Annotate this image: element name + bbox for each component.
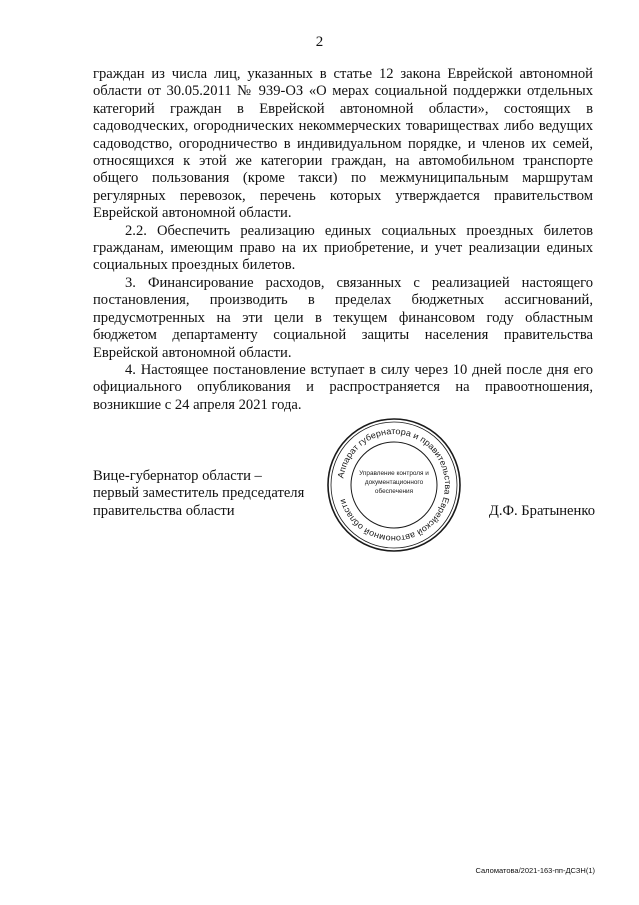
paragraph-continuation: граждан из числа лиц, указанных в статье 12 закона Еврейской автономной области от 30.05.2011 № 939-ОЗ «О мерах социальной поддержки отдельных категорий граждан в Еврейской автономной области», состоящих в садоводческих, огороднических некоммерческих товариществах либо ведущих садоводство, огородничество в индивидуальном порядке, и членов их семей, относящихся к этой же категории граждан, на автомобильном транспорте общего пользования (кроме такси) по межмуниципальным маршрутам регулярных перевозок, перечень которых утверждается правительством Еврейской автономной области. [93, 66, 593, 222]
stamp-seal-graphic [326, 417, 462, 553]
signatory-position-line-1: Вице-губернатор области – [93, 468, 262, 484]
paragraph-4: 4. Настоящее постановление вступает в силу через 10 дней после дня его официального опубликования и распространяется на правоотношения, возникшие с 24 апреля 2021 года. [93, 361, 593, 413]
document-body [93, 66, 593, 414]
paragraph-2-2: 2.2. Обеспечить реализацию единых социальных проездных билетов гражданам, имеющим право на их приобретение, и учет реализации единых социальных проездных билетов. [93, 222, 593, 274]
official-stamp [326, 417, 462, 553]
signatory-position-line-2: первый заместитель председателя [93, 485, 305, 502]
stamp-center-line-2: документационного [364, 479, 424, 486]
document-registration-code: Саломатова/2021-163-пп-ДСЗН(1) [475, 866, 595, 875]
signatory-name: Д.Ф. Братыненко [488, 503, 595, 519]
paragraph-3: 3. Финансирование расходов, связанных с реализацией настоящего постановления, производить в пределах бюджетных ассигнований, предусмотренных на эти цели в текущем финансовом году областным бюджетом департаменту социальной защиты населения правительства Еврейской автономной области. [93, 274, 593, 361]
page-number: 2 [315, 34, 324, 50]
stamp-ring-text: Аппарат губернатора и правительства Еврейской автономной области [335, 425, 454, 545]
signatory-position-line-3: правительства области [93, 502, 235, 519]
stamp-center-line-3: обеспечения [374, 488, 414, 495]
stamp-center-line-1: Управление контроля и [359, 470, 429, 477]
signatory-position [93, 468, 343, 520]
